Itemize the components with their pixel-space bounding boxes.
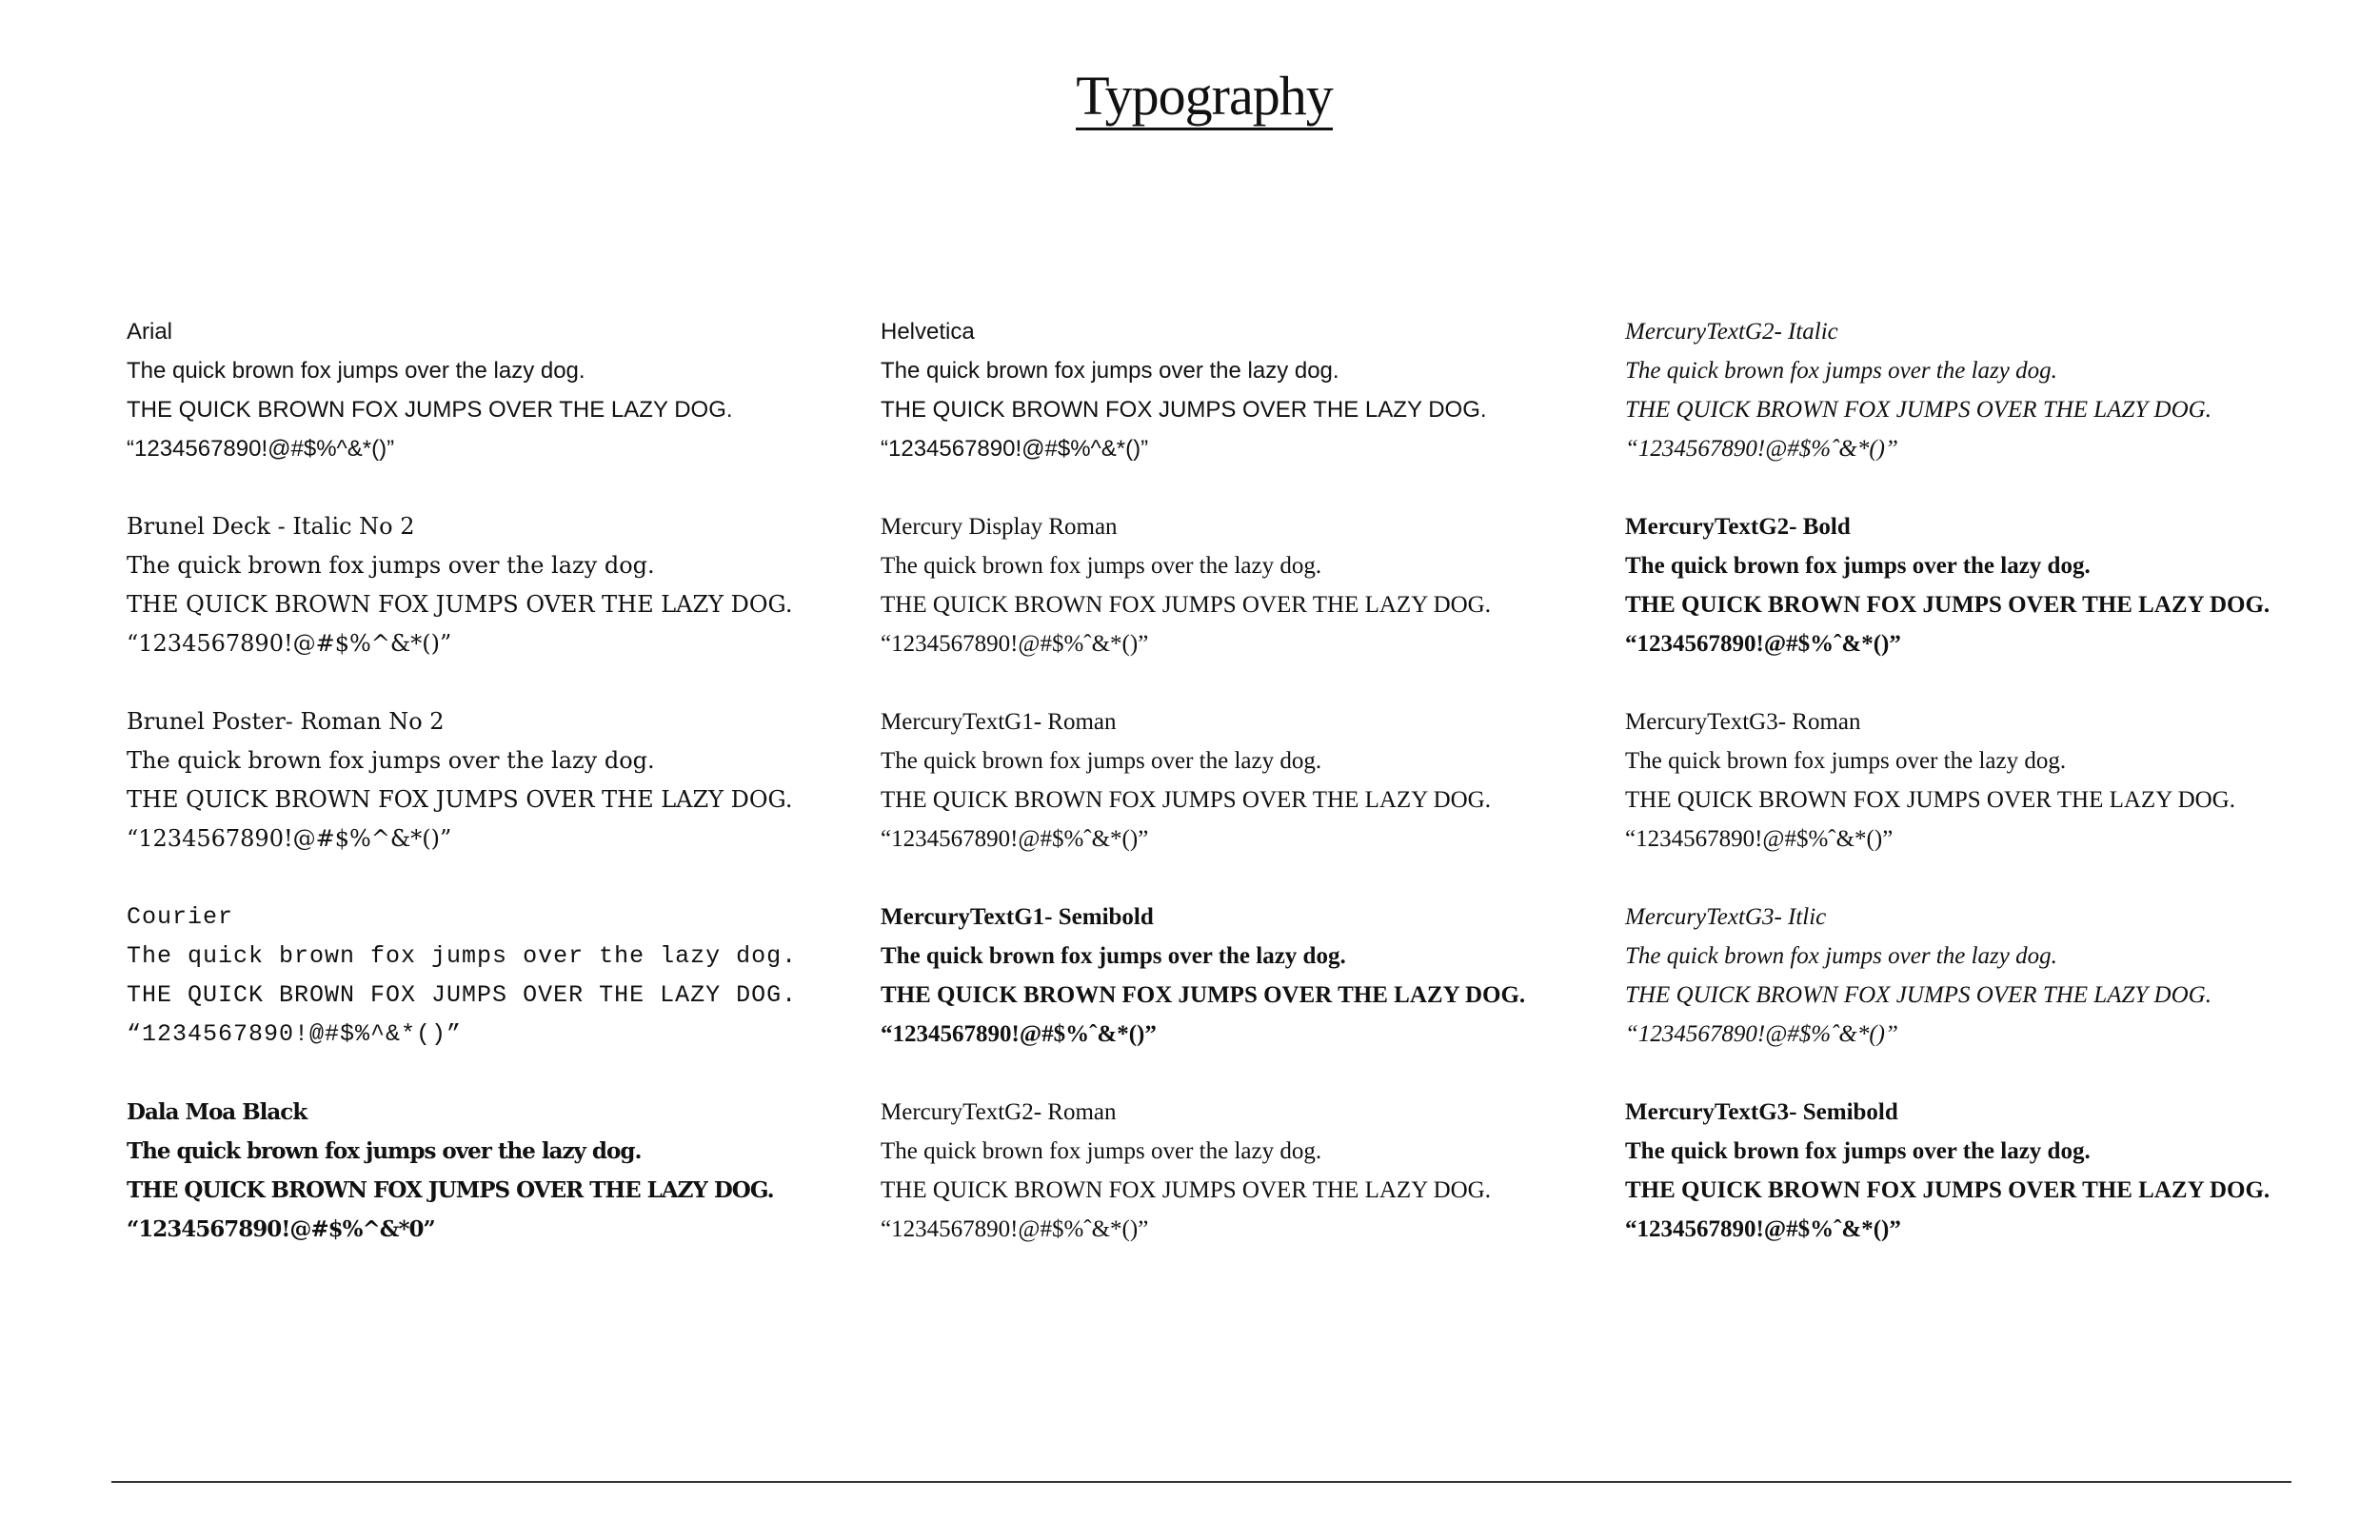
sample-digits: “1234567890!@#$%ˆ&*()” bbox=[1625, 1021, 1898, 1047]
sample-lowercase: The quick brown fox jumps over the lazy dog. bbox=[1625, 553, 2091, 579]
sample-digits: “1234567890!@#$%ˆ&*()” bbox=[1625, 631, 1901, 657]
font-specimen-mercury-g3-italic bbox=[1625, 898, 2270, 1093]
font-name: MercuryTextG2- Roman bbox=[881, 1099, 1117, 1125]
bottom-divider bbox=[111, 1481, 2291, 1483]
sample-uppercase: THE QUICK BROWN FOX JUMPS OVER THE LAZY DOG. bbox=[127, 786, 793, 813]
font-name: Dala Moa Black bbox=[127, 1099, 307, 1125]
sample-uppercase: THE QUICK BROWN FOX JUMPS OVER THE LAZY DOG. bbox=[1625, 982, 2211, 1008]
sample-lowercase: The quick brown fox jumps over the lazy dog. bbox=[1625, 1138, 2091, 1164]
font-name: MercuryTextG3- Itlic bbox=[1625, 904, 1827, 930]
sample-digits: “1234567890!@#$%^&*()” bbox=[127, 825, 452, 852]
font-column-3 bbox=[1625, 312, 2270, 1288]
sample-digits: “1234567890!@#$%ˆ&*()” bbox=[881, 1216, 1149, 1242]
font-name: MercuryTextG3- Semibold bbox=[1625, 1099, 1898, 1125]
sample-lowercase: The quick brown fox jumps over the lazy dog. bbox=[127, 358, 585, 384]
sample-uppercase: THE QUICK BROWN FOX JUMPS OVER THE LAZY DOG. bbox=[881, 787, 1491, 813]
font-specimen-mercury-display-roman bbox=[881, 507, 1525, 702]
font-name: Helvetica bbox=[881, 319, 975, 345]
font-name: MercuryTextG1- Semibold bbox=[881, 904, 1154, 930]
font-name: Arial bbox=[127, 319, 173, 345]
sample-digits: “1234567890!@#$%^&*()” bbox=[127, 436, 395, 462]
page-title bbox=[0, 65, 2380, 130]
sample-lowercase: The quick brown fox jumps over the lazy dog. bbox=[127, 1138, 642, 1164]
font-specimen-mercury-g3-roman bbox=[1625, 702, 2270, 898]
sample-uppercase: THE QUICK BROWN FOX JUMPS OVER THE LAZY DOG. bbox=[127, 397, 733, 423]
font-specimen-helvetica bbox=[881, 312, 1525, 507]
sample-digits: “1234567890!@#$%ˆ&*()” bbox=[1625, 826, 1894, 852]
sample-uppercase: THE QUICK BROWN FOX JUMPS OVER THE LAZY DOG. bbox=[127, 1177, 774, 1203]
sample-digits: “1234567890!@#$%^&*()” bbox=[127, 1020, 463, 1048]
sample-uppercase: THE QUICK BROWN FOX JUMPS OVER THE LAZY DOG. bbox=[881, 397, 1487, 423]
sample-lowercase: The quick brown fox jumps over the lazy dog. bbox=[127, 552, 655, 579]
sample-digits: “1234567890!@#$%^&*0” bbox=[127, 1216, 435, 1242]
sample-uppercase: THE QUICK BROWN FOX JUMPS OVER THE LAZY DOG. bbox=[1625, 1177, 2271, 1203]
sample-digits: “1234567890!@#$%ˆ&*()” bbox=[881, 1021, 1157, 1047]
sample-lowercase: The quick brown fox jumps over the lazy dog. bbox=[881, 553, 1322, 579]
font-specimen-mercury-g2-roman bbox=[881, 1093, 1525, 1288]
font-name: Courier bbox=[127, 903, 234, 931]
sample-uppercase: THE QUICK BROWN FOX JUMPS OVER THE LAZY DOG. bbox=[127, 981, 798, 1009]
sample-uppercase: THE QUICK BROWN FOX JUMPS OVER THE LAZY DOG. bbox=[881, 1177, 1491, 1203]
sample-lowercase: The quick brown fox jumps over the lazy dog. bbox=[881, 943, 1346, 969]
font-name: MercuryTextG3- Roman bbox=[1625, 709, 1861, 735]
sample-lowercase: The quick brown fox jumps over the lazy dog. bbox=[127, 747, 655, 774]
sample-digits: “1234567890!@#$%^&*()” bbox=[881, 436, 1149, 462]
font-specimen-arial bbox=[127, 312, 797, 507]
font-specimen-mercury-g3-semibold bbox=[1625, 1093, 2270, 1288]
sample-uppercase: THE QUICK BROWN FOX JUMPS OVER THE LAZY DOG. bbox=[881, 592, 1491, 618]
font-specimen-brunel-deck bbox=[127, 507, 797, 702]
sample-lowercase: The quick brown fox jumps over the lazy dog. bbox=[1625, 943, 2057, 969]
page-title-text: Typography bbox=[1076, 69, 1332, 130]
font-name: MercuryTextG2- Bold bbox=[1625, 514, 1851, 540]
sample-digits: “1234567890!@#$%ˆ&*()” bbox=[881, 631, 1149, 657]
font-name: Brunel Deck - Italic No 2 bbox=[127, 513, 415, 540]
sample-lowercase: The quick brown fox jumps over the lazy dog. bbox=[1625, 748, 2067, 774]
sample-uppercase: THE QUICK BROWN FOX JUMPS OVER THE LAZY DOG. bbox=[881, 982, 1526, 1008]
sample-uppercase: THE QUICK BROWN FOX JUMPS OVER THE LAZY DOG. bbox=[1625, 592, 2271, 618]
font-specimen-dala-moa-black bbox=[127, 1093, 797, 1288]
font-specimen-courier bbox=[127, 898, 797, 1093]
font-column-2 bbox=[881, 312, 1525, 1288]
sample-uppercase: THE QUICK BROWN FOX JUMPS OVER THE LAZY DOG. bbox=[1625, 397, 2211, 423]
sample-uppercase: THE QUICK BROWN FOX JUMPS OVER THE LAZY DOG. bbox=[127, 591, 793, 618]
sample-lowercase: The quick brown fox jumps over the lazy dog. bbox=[127, 942, 798, 970]
sample-digits: “1234567890!@#$%^&*()” bbox=[127, 630, 452, 657]
font-specimen-brunel-poster bbox=[127, 702, 797, 898]
sample-digits: “1234567890!@#$%ˆ&*()” bbox=[1625, 1216, 1901, 1242]
sample-digits: “1234567890!@#$%ˆ&*()” bbox=[1625, 436, 1898, 462]
sample-uppercase: THE QUICK BROWN FOX JUMPS OVER THE LAZY DOG. bbox=[1625, 787, 2235, 813]
sample-lowercase: The quick brown fox jumps over the lazy dog. bbox=[881, 748, 1322, 774]
font-specimen-mercury-g2-italic bbox=[1625, 312, 2270, 507]
font-specimen-mercury-g1-roman bbox=[881, 702, 1525, 898]
font-specimen-mercury-g1-semibold bbox=[881, 898, 1525, 1093]
sample-lowercase: The quick brown fox jumps over the lazy dog. bbox=[1625, 358, 2057, 384]
sample-digits: “1234567890!@#$%ˆ&*()” bbox=[881, 826, 1149, 852]
font-name: Mercury Display Roman bbox=[881, 514, 1118, 540]
font-name: Brunel Poster- Roman No 2 bbox=[127, 708, 445, 735]
font-column-1 bbox=[127, 312, 797, 1288]
sample-lowercase: The quick brown fox jumps over the lazy dog. bbox=[881, 1138, 1322, 1164]
font-name: MercuryTextG1- Roman bbox=[881, 709, 1117, 735]
font-name: MercuryTextG2- Italic bbox=[1625, 319, 1838, 345]
font-specimen-mercury-g2-bold bbox=[1625, 507, 2270, 702]
sample-lowercase: The quick brown fox jumps over the lazy dog. bbox=[881, 358, 1339, 384]
